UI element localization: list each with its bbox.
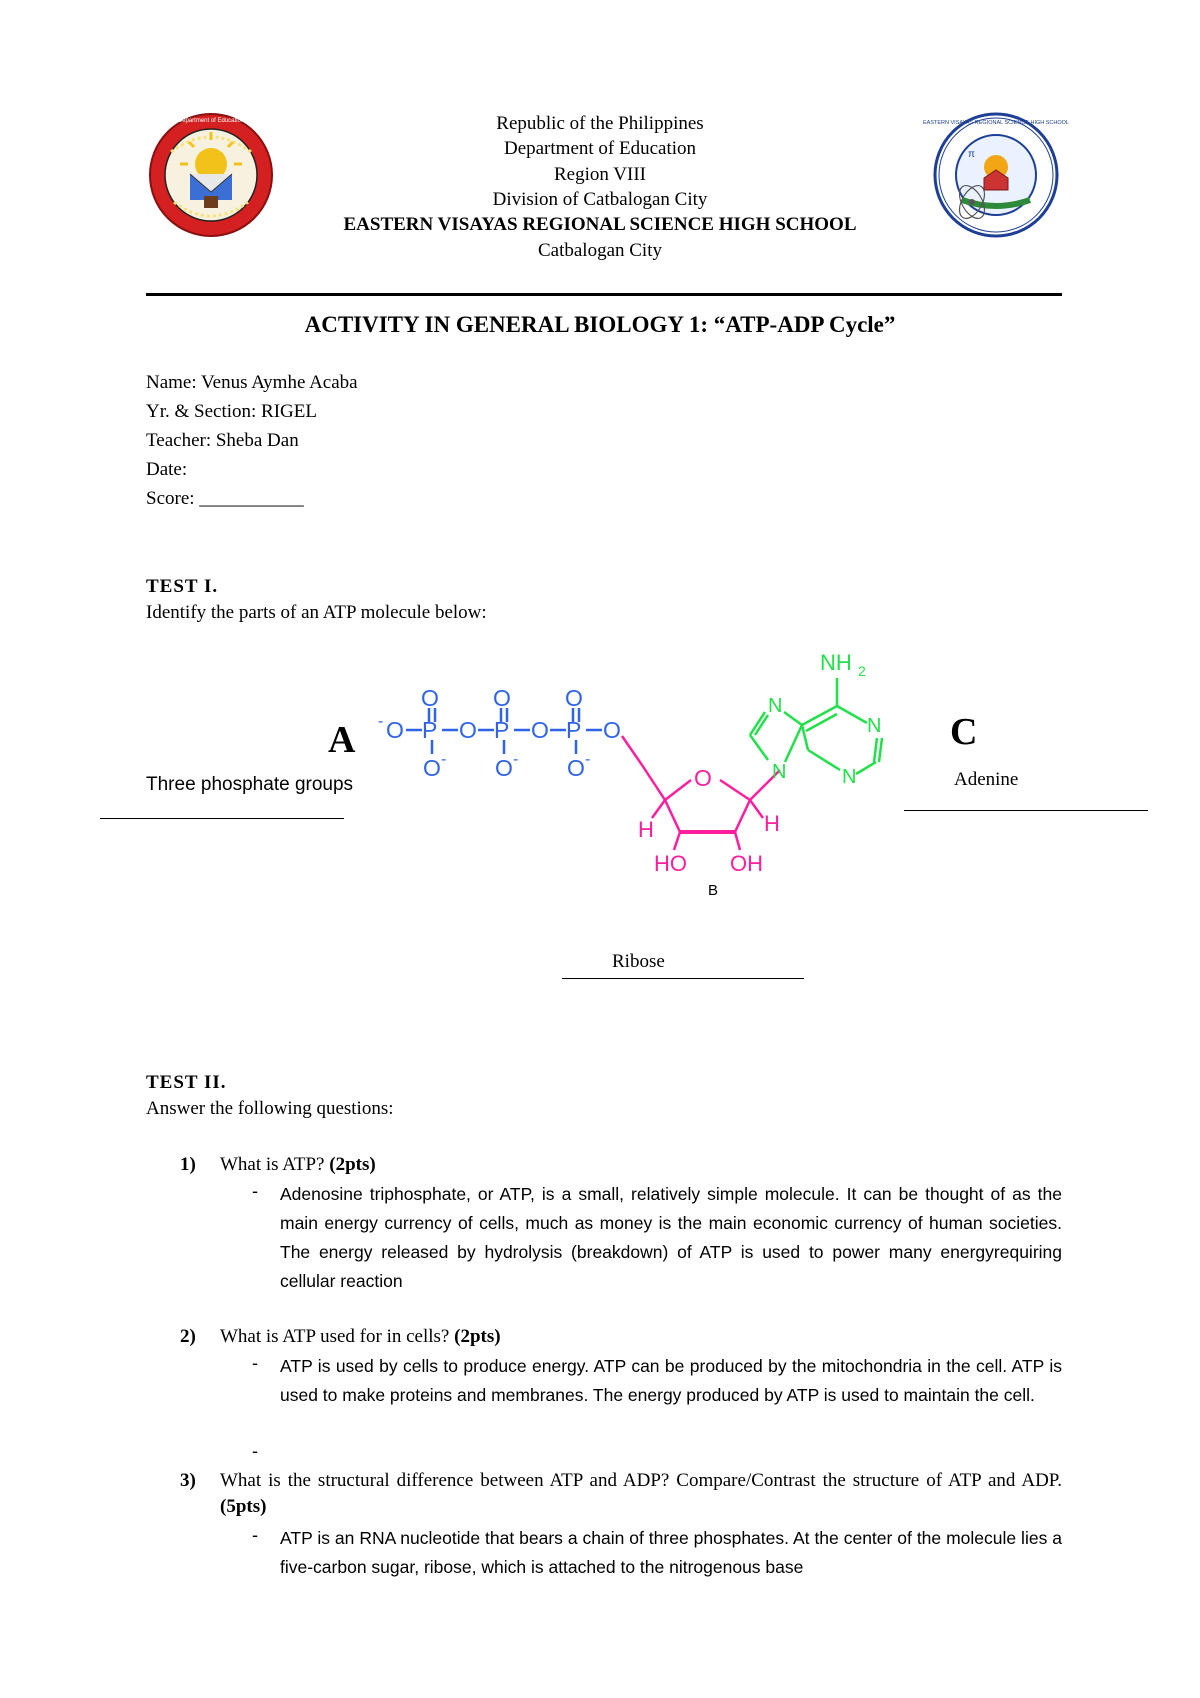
- svg-text:OH: OH: [730, 851, 763, 876]
- question-1: [220, 1152, 376, 1178]
- question-1-text: What is ATP?: [220, 1154, 325, 1175]
- answer-a-line: [100, 818, 344, 819]
- atp-molecule-diagram: [370, 650, 930, 900]
- test1-instruction: Identify the parts of an ATP molecule below:: [146, 602, 487, 623]
- label-c: C: [950, 711, 978, 753]
- svg-text:N: N: [842, 766, 857, 788]
- answer-a: Three phosphate groups: [146, 774, 354, 795]
- svg-text:O: O: [459, 717, 477, 743]
- svg-text:O: O: [421, 685, 439, 711]
- svg-text:O: O: [423, 755, 441, 781]
- question-2-number: 2): [180, 1326, 196, 1347]
- score-field: Score: ___________: [146, 488, 304, 509]
- adenine-base: [750, 650, 882, 788]
- header-line-division: Division of Catbalogan City: [492, 189, 708, 210]
- svg-text:O: O: [531, 717, 549, 743]
- svg-text:O: O: [694, 765, 712, 791]
- label-a: A: [328, 719, 356, 761]
- student-name: Name: Venus Aymhe Acaba: [146, 372, 358, 393]
- question-3-text: What is the structural difference between ATP and ADP? Compare/Contrast the structure of ATP and ADP.: [220, 1470, 1062, 1491]
- svg-text:N: N: [772, 761, 787, 783]
- school-name: EASTERN VISAYAS REGIONAL SCIENCE HIGH SCHOOL: [343, 214, 857, 235]
- answer-3: ATP is an RNA nucleotide that bears a chain of three phosphates. At the center of the molecule lies a five-carbon sugar, ribose, which is attached to the nitrogenous base: [280, 1528, 1062, 1577]
- svg-text:O: O: [565, 685, 583, 711]
- answer-c: Adenine: [954, 769, 1019, 790]
- test2-instruction: Answer the following questions:: [146, 1098, 394, 1119]
- svg-text:2: 2: [858, 663, 866, 679]
- svg-text:NH: NH: [820, 650, 852, 675]
- svg-text:N: N: [867, 715, 882, 737]
- answer-1-bullet: -: [252, 1181, 258, 1201]
- answer-2: ATP is used by cells to produce energy. ATP can be produced by the mitochondria in the cell. ATP is used to make proteins and membranes. The energy produced by ATP is used to maintain the cell.: [280, 1356, 1062, 1405]
- svg-text:P: P: [566, 717, 582, 743]
- question-2-text: What is ATP used for in cells?: [220, 1326, 450, 1347]
- svg-text:P: P: [494, 717, 510, 743]
- svg-text:O: O: [567, 755, 585, 781]
- date-field: Date:: [146, 459, 188, 480]
- svg-text:π: π: [968, 149, 975, 160]
- question-3-number: 3): [180, 1470, 196, 1491]
- question-3: [220, 1468, 1062, 1520]
- header-line-region: Region VIII: [554, 164, 646, 185]
- svg-text:O: O: [493, 685, 511, 711]
- header-divider: [146, 293, 1062, 296]
- question-2: [220, 1324, 501, 1350]
- svg-text:HO: HO: [654, 851, 687, 876]
- header-line-republic: Republic of the Philippines: [496, 113, 704, 134]
- label-b: B: [708, 882, 719, 899]
- answer-3-bullet: -: [252, 1525, 258, 1545]
- svg-text:-: -: [513, 751, 519, 768]
- answer-b: Ribose: [612, 951, 665, 972]
- answer-2-bullet: -: [252, 1353, 258, 1373]
- answer-c-line: [904, 810, 1148, 811]
- svg-text:O: O: [603, 717, 621, 743]
- svg-text:-: -: [441, 751, 447, 768]
- question-1-number: 1): [180, 1154, 196, 1175]
- svg-text:H: H: [638, 817, 654, 842]
- ribose-ring: [622, 736, 780, 876]
- svg-text:N: N: [768, 695, 783, 717]
- question-2-points: (2pts): [454, 1326, 501, 1347]
- svg-text:Department of Education: Department of Education: [177, 118, 245, 124]
- svg-text:O: O: [386, 717, 404, 743]
- svg-text:P: P: [422, 717, 438, 743]
- student-section: Yr. & Section: RIGEL: [146, 401, 317, 422]
- empty-bullet: -: [252, 1441, 258, 1461]
- test2-heading: TEST II.: [146, 1072, 227, 1093]
- svg-text:-: -: [378, 713, 384, 730]
- question-1-points: (2pts): [329, 1154, 376, 1175]
- teacher-name: Teacher: Sheba Dan: [146, 430, 299, 451]
- svg-text:O: O: [495, 755, 513, 781]
- phosphate-groups: [378, 685, 621, 781]
- header-line-deped: Department of Education: [503, 138, 697, 159]
- svg-text:EASTERN VISAYAS REGIONAL SCIEN: EASTERN VISAYAS REGIONAL SCIENCE HIGH SCHOOL: [923, 120, 1069, 126]
- svg-text:H: H: [764, 811, 780, 836]
- test1-heading: TEST I.: [146, 576, 219, 597]
- header-line-city: Catbalogan City: [537, 240, 662, 261]
- answer-1: Adenosine triphosphate, or ATP, is a small, relatively simple molecule. It can be thought of as the main energy currency of cells, much as money is the main economic currency of human societies. The energy released by hydrolysis (breakdown) of ATP is used to power many energyrequiring cellular reaction: [280, 1184, 1062, 1291]
- answer-b-line: [562, 978, 804, 979]
- activity-title: ACTIVITY IN GENERAL BIOLOGY 1: “ATP-ADP Cycle”: [304, 312, 896, 337]
- svg-text:-: -: [585, 751, 591, 768]
- question-3-points: (5pts): [220, 1496, 267, 1517]
